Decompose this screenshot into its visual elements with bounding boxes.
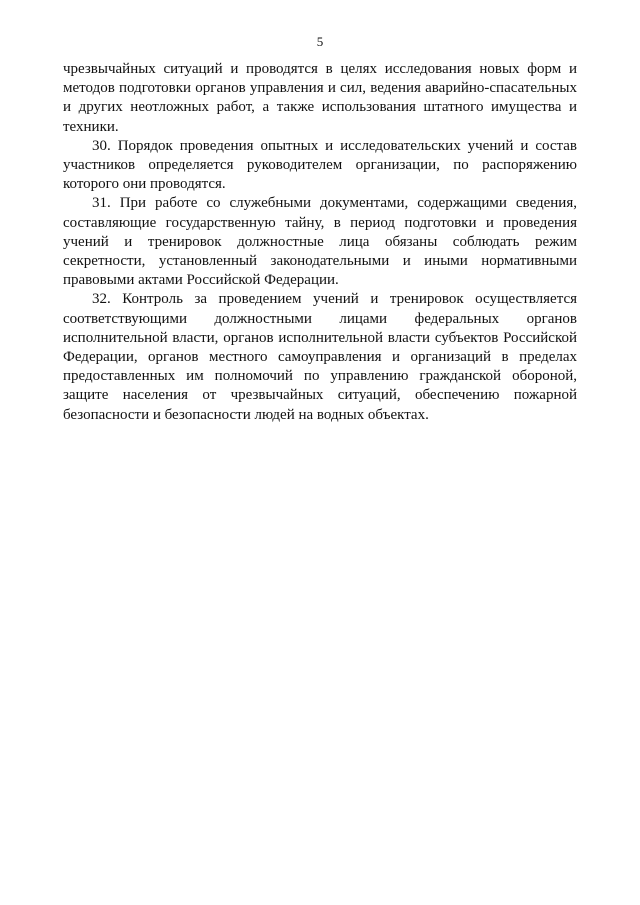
paragraph-32: 32. Контроль за проведением учений и тренировок осуществляется соответствующими должностными лицами федеральных органов исполнительной власти, органов исполнительной власти субъектов Российской Федерации, органов местного самоуправления и организаций в пределах предоставленных им полномочий по управлению гражданской обороной, защите населения от чрезвычайных ситуаций, обеспечению пожарной безопасности и безопасности людей на водных объектах. — [63, 291, 577, 423]
page-number: 5 — [316, 34, 324, 49]
document-body — [63, 60, 577, 425]
paragraph-30: 30. Порядок проведения опытных и исследовательских учений и состав участников определяется руководителем организации, по распоряжению которого они проводятся. — [63, 137, 577, 193]
paragraph-31: 31. При работе со служебными документами, содержащими сведения, составляющие государственную тайну, в период подготовки и проведения учений и тренировок должностные лица обязаны соблюдать режим секретности, установленный законодательными и иными нормативными правовыми актами Российской Федерации. — [63, 195, 577, 289]
paragraph-continuation: чрезвычайных ситуаций и проводятся в целях исследования новых форм и методов подготовки органов управления и сил, ведения аварийно-спасательных и других неотложных работ, а также использования штатного имущества и техники. — [63, 61, 577, 135]
